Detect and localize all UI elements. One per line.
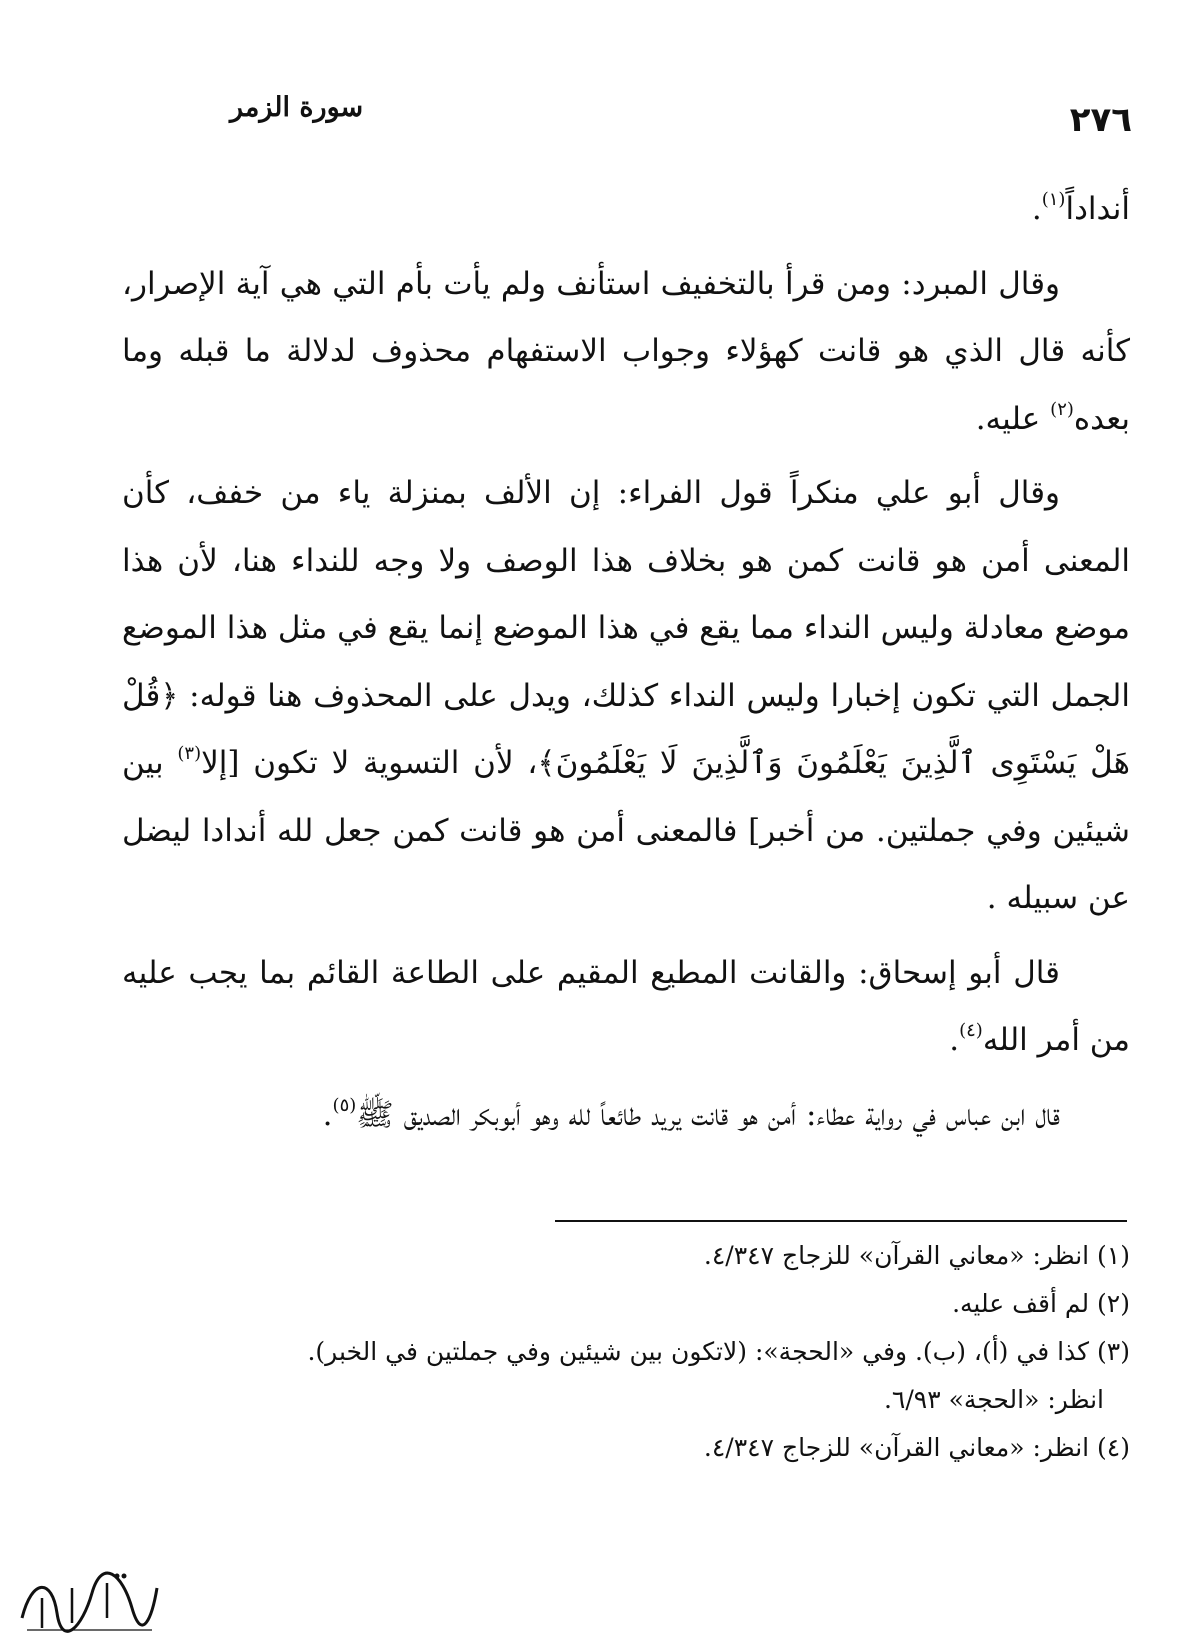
publisher-logo [12, 1558, 162, 1638]
footnote-4: (٤) انظر: «معاني القرآن» للزجاج ٤/٣٤٧. [703, 1433, 1130, 1462]
para1-text: أنداداً [1065, 191, 1130, 227]
para1-tail: . [1031, 191, 1042, 227]
para3-text-b: ، لأن التسوية لا تكون [إلا [201, 745, 538, 781]
quran-verse: ﴿قُلْ هَلْ يَسْتَوِى ٱلَّذِينَ يَعْلَمُونَ وَٱلَّذِينَ لَا يَعْلَمُونَ﴾ [122, 677, 1130, 781]
footnote-3-continuation: انظر: «الحجة» ٦/٩٣. [883, 1385, 1104, 1414]
para5-tail: . [322, 1096, 333, 1133]
footnote-ref-1[interactable]: (١) [1041, 189, 1066, 210]
para3-text-c: بين شيئين وفي جملتين. من أخبر] فالمعنى أمن هو قانت كمن جعل لله أندادا ليضل عن سبيله . [122, 745, 1130, 916]
footnote-ref-4[interactable]: (٤) [959, 1020, 983, 1041]
footnote-3: (٣) كذا في (أ)، (ب). وفي «الحجة»: (لاتكون بين شيئين وفي جملتين في الخبر). [307, 1337, 1130, 1366]
para4-tail: . [949, 1022, 960, 1058]
footnote-ref-5[interactable]: (٥) [332, 1094, 357, 1116]
footnote-1: (١) انظر: «معاني القرآن» للزجاج ٤/٣٤٧. [703, 1241, 1130, 1270]
para3-text: وقال أبو علي منكراً قول الفراء: إن الألف بمنزلة ياء من خفف، كأن المعنى أمن هو قانت كمن هو بخلاف هذا الوصف ولا وجه للنداء هنا، لأن هذا موضع معادلة وليس النداء مما يقع في هذا الموضع إنما يقع في مثل هذا الموضع الجمل التي تكون إخبارا وليس النداء كذلك، ويدل على المحذوف هنا قوله: [122, 475, 1130, 714]
page-number: ٢٧٦ [1069, 100, 1132, 140]
paragraph-3 [122, 460, 1130, 933]
footnote-ref-3[interactable]: (٣) [177, 743, 202, 764]
para2-text: وقال المبرد: ومن قرأ بالتخفيف استأنف ولم يأت بأم التي هي آية الإصرار، كأنه قال الذي هو قانت كهؤلاء وجواب الاستفهام محذوف لدلالة ما قبله وما بعده [122, 265, 1130, 437]
para4-text: قال أبو إسحاق: والقانت المطيع المقيم على الطاعة القائم بما يجب عليه من أمر الله [122, 954, 1130, 1058]
footnote-divider [555, 1220, 1127, 1222]
para2-tail: عليه. [975, 400, 1051, 437]
paragraph-5 [122, 1082, 1130, 1150]
paragraph-1 [122, 176, 1130, 244]
main-text [122, 176, 1130, 1156]
paragraph-2 [122, 251, 1130, 454]
footnote-2: (٢) لم أقف عليه. [952, 1289, 1130, 1318]
paragraph-4 [122, 940, 1130, 1075]
footnote-ref-2[interactable]: (٢) [1050, 398, 1074, 420]
running-head: سورة الزمر [230, 92, 364, 123]
para5-text: قال ابن عباس في رواية عطاء: أمن هو قانت يريد طائعاً لله وهو أبوبكر الصديق ﷺ [356, 1096, 1060, 1133]
footnotes [150, 1232, 1130, 1472]
